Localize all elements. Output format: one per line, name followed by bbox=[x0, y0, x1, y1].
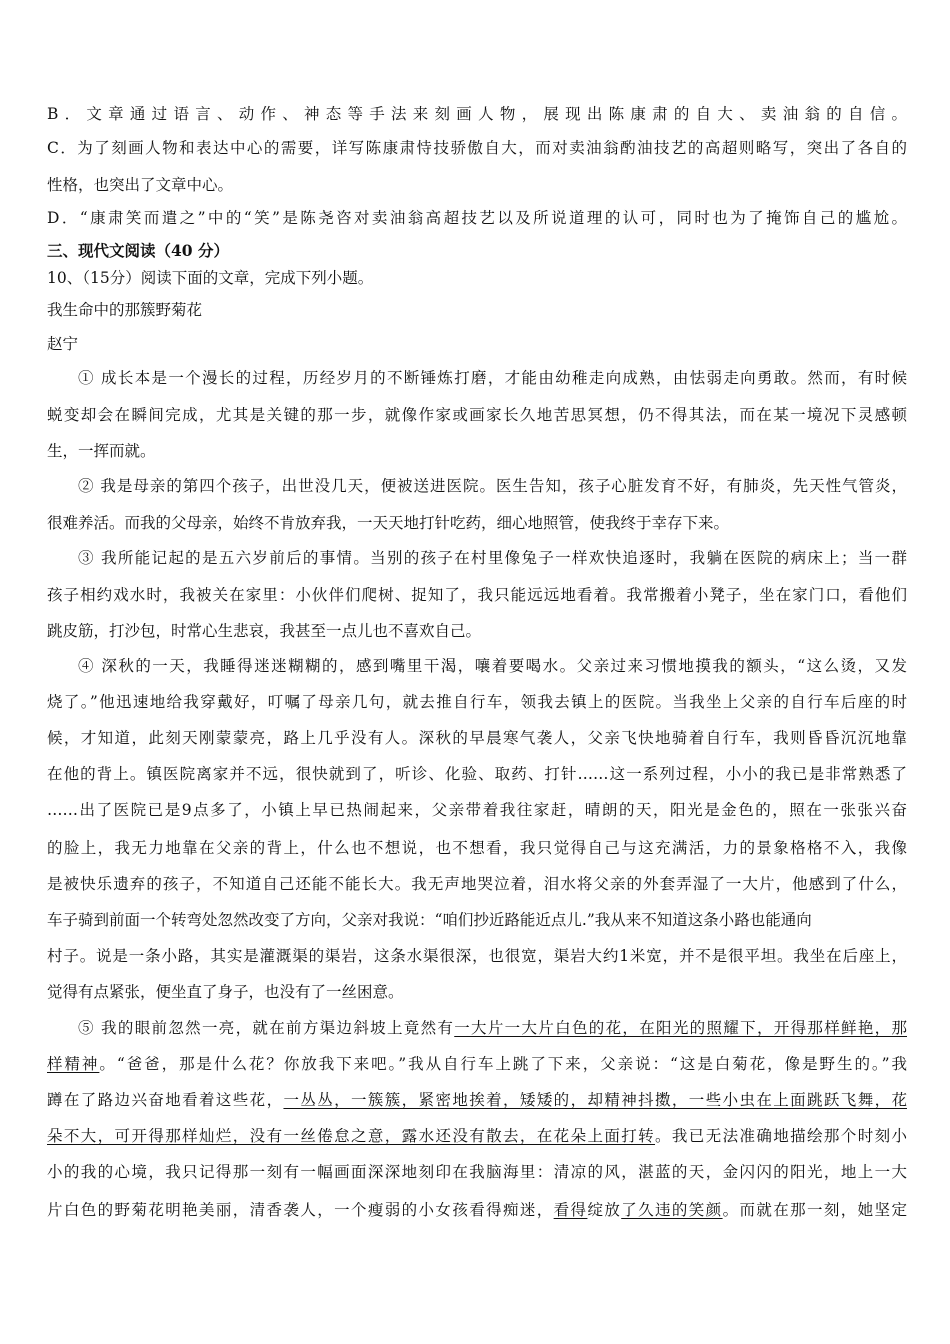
article-author: 赵宁 bbox=[47, 335, 79, 353]
paragraph-4-line: 在他的背上。镇医院离家并不远，很快就到了，听诊、化验、取药、打针……这一系列过程，小小的我已是非常熟悉了 bbox=[47, 765, 907, 783]
paragraph-5-text: 。我已无法准确地描绘那个时刻小 bbox=[655, 1127, 907, 1145]
paragraph-2-line: ② 我是母亲的第四个孩子，出世没几天，便被送进医院。医生告知，孩子心脏发育不好，有肺炎，先天性气管炎， bbox=[78, 477, 907, 495]
option-d: D．“康肃笑而遣之”中的“笑”是陈尧咨对卖油翁高超技艺以及所说道理的认可，同时也为了掩饰自己的尴尬。 bbox=[47, 209, 907, 227]
paragraph-3-line: 孩子相约戏水时，我被关在家里：小伙伴们爬树、捉知了，我只能远远地看着。我常搬着小凳子，坐在家门口，看他们 bbox=[47, 586, 907, 604]
paragraph-5-text: 绽放 bbox=[587, 1201, 622, 1219]
option-b: B．文章通过语言、动作、神态等手法来刻画人物，展现出陈康肃的自大、卖油翁的自信。 bbox=[47, 105, 907, 123]
option-c-line-1: C．为了刻画人物和表达中心的需要，详写陈康肃恃技骄傲自大，而对卖油翁酌油技艺的高超则略写，突出了各自的 bbox=[47, 139, 907, 157]
paragraph-5-line: 小的我的心境，我只记得那一刻有一幅画面深深地刻印在我脑海里：清凉的风，湛蓝的天，金闪闪的阳光，地上一大 bbox=[47, 1163, 907, 1181]
paragraph-1-line: 生，一挥而就。 bbox=[47, 442, 156, 460]
paragraph-5-text: 蹲在了路边兴奋地看着这些花， bbox=[47, 1091, 284, 1109]
paragraph-5-line bbox=[47, 1090, 907, 1110]
paragraph-4-line: 村子。说是一条小路，其实是灌溉渠的渠岩，这条水渠很深，也很宽，渠岩大约1米宽，并不是很平坦。我坐在后座上， bbox=[47, 947, 907, 965]
underlined-passage: 一丛丛，一簇簇，紧密地挨着，矮矮的，却精神抖擞，一些小虫在上面跳跃飞舞，花 bbox=[283, 1091, 907, 1109]
underlined-passage: 一大片一大片白色的花，在阳光的照耀下，开得那样鲜艳，那 bbox=[454, 1019, 907, 1037]
paragraph-5-line bbox=[47, 1126, 907, 1146]
paragraph-4-line: 烧了。”他迅速地给我穿戴好，叮嘱了母亲几句，就去推自行车，领我去镇上的医院。当我坐上父亲的自行车后座的时 bbox=[47, 693, 907, 711]
paragraph-4-line: 车子骑到前面一个转弯处忽然改变了方向，父亲对我说：“咱们抄近路能近点儿.”我从来不知道这条小路也能通向 bbox=[47, 911, 812, 929]
underlined-passage: 了久违的笑颜 bbox=[621, 1201, 723, 1219]
paragraph-5-text: 。而就在那一刻，她坚定 bbox=[722, 1201, 907, 1219]
paragraph-3-line: 跳皮筋，打沙包，时常心生悲哀，我甚至一点儿也不喜欢自己。 bbox=[47, 622, 482, 640]
paragraph-4-line: 觉得有点紧张，便坐直了身子，也没有了一丝困意。 bbox=[47, 983, 404, 1001]
section-heading: 三、现代文阅读（40 分） bbox=[47, 241, 229, 260]
paragraph-4-line: ④ 深秋的一天，我睡得迷迷糊糊的，感到嘴里干渴，嚷着要喝水。父亲过来习惯地摸我的额头，“这么烫，又发 bbox=[78, 657, 907, 675]
paragraph-3-line: ③ 我所能记起的是五六岁前后的事情。当别的孩子在村里像兔子一样欢快追逐时，我躺在医院的病床上；当一群 bbox=[78, 549, 907, 567]
underlined-passage: 朵不大，可开得那样灿烂，没有一丝倦怠之意，露水还没有散去，在花朵上面打转 bbox=[47, 1127, 656, 1145]
paragraph-5-line bbox=[47, 1054, 907, 1074]
paragraph-2-line: 很难养活。而我的父母亲，始终不肯放弃我，一天天地打针吃药，细心地照管，使我终于幸存下来。 bbox=[47, 514, 730, 532]
paragraph-4-line: 候，才知道，此刻天刚蒙蒙亮，路上几乎没有人。深秋的早晨寒气袭人，父亲飞快地骑着自行车，我则昏昏沉沉地靠 bbox=[47, 729, 907, 747]
paragraph-4-line: 的脸上，我无力地靠在父亲的背上，什么也不想说，也不想看，我只觉得自己与这充满活，力的景象格格不入，我像 bbox=[47, 839, 907, 857]
paragraph-1-line: 蜕变却会在瞬间完成，尤其是关键的那一步，就像作家或画家长久地苦思冥想，仍不得其法，而在某一境况下灵感顿 bbox=[47, 406, 907, 424]
paragraph-5-line bbox=[47, 1200, 907, 1220]
paragraph-4-line: 是被快乐遗弃的孩子，不知道自己还能不能长大。我无声地哭泣着，泪水将父亲的外套弄湿了一大片，他感到了什么， bbox=[47, 875, 907, 893]
paragraph-1-line: ① 成长本是一个漫长的过程，历经岁月的不断锤炼打磨，才能由幼稚走向成熟，由怯弱走向勇敢。然而，有时候 bbox=[78, 369, 907, 387]
paragraph-4-line: ……出了医院已是9点多了，小镇上早已热闹起来，父亲带着我往家赶，晴朗的天，阳光是金色的，照在一张张兴奋 bbox=[47, 801, 907, 819]
article-title: 我生命中的那簇野菊花 bbox=[47, 301, 203, 319]
paragraph-5-text: 片白色的野菊花明艳美丽，清香袭人，一个瘦弱的小女孩看得痴迷， bbox=[47, 1201, 554, 1219]
paragraph-5-line bbox=[78, 1018, 907, 1038]
paragraph-5-text: 。“爸爸，那是什么花？你放我下来吧。”我从自行车上跳了下来，父亲说：“这是白菊花，像是野生的。”我 bbox=[99, 1055, 907, 1073]
paragraph-5-text: ⑤ 我的眼前忽然一亮，就在前方渠边斜坡上竟然有 bbox=[78, 1019, 455, 1037]
underlined-passage: 样精神 bbox=[47, 1055, 100, 1073]
underlined-passage: 看得 bbox=[553, 1201, 588, 1219]
question-prompt: 10、（15分）阅读下面的文章，完成下列小题。 bbox=[47, 269, 374, 287]
option-c-line-2: 性格，也突出了文章中心。 bbox=[47, 176, 234, 194]
